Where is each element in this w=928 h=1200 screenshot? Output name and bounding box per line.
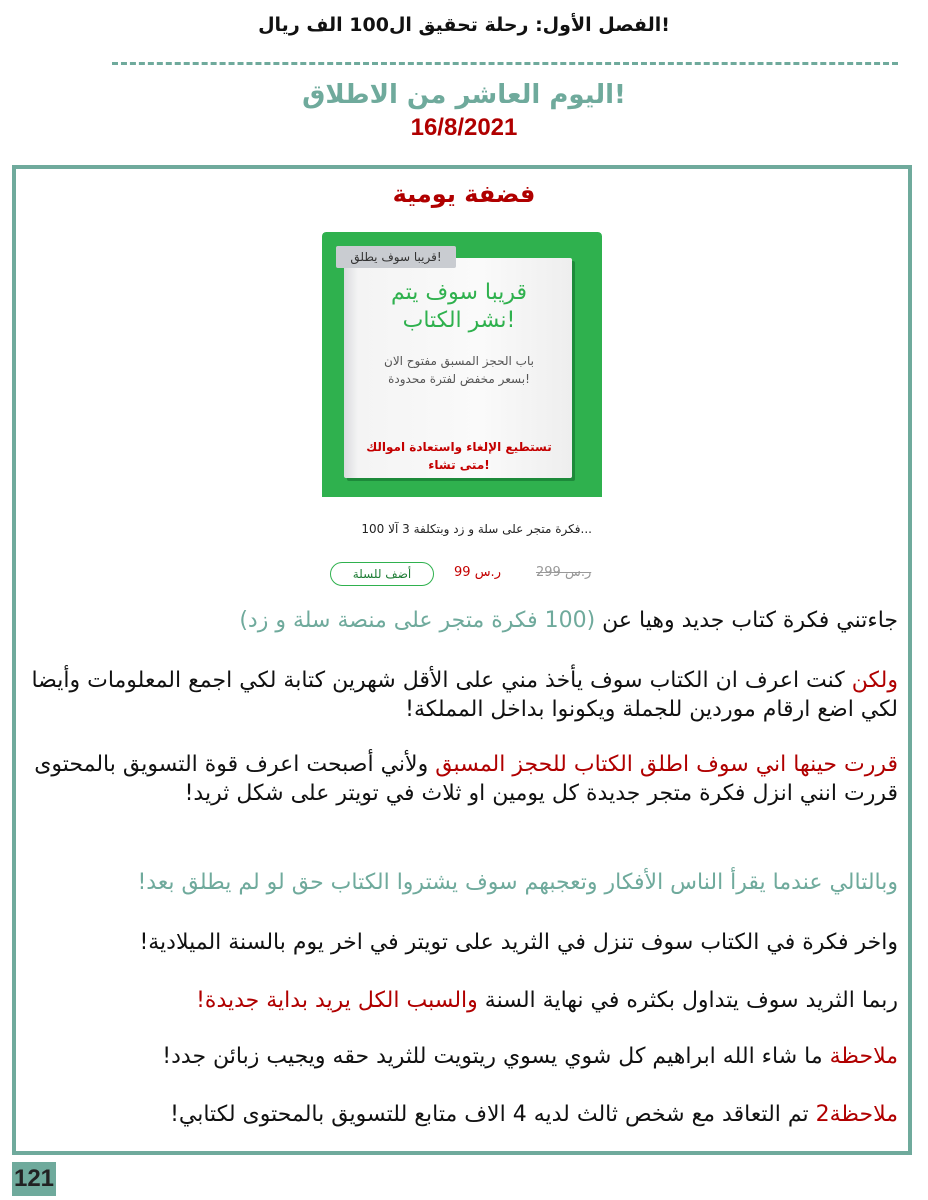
cover-refund-2: متى تشاء!: [428, 458, 490, 472]
add-to-cart-button[interactable]: أضف للسلة: [330, 562, 434, 586]
paragraph-8: [28, 1100, 898, 1129]
paragraph-1: [28, 606, 898, 635]
day-title: اليوم العاشر من الاطلاق!: [302, 80, 626, 110]
p6-text: ربما الثريد سوف يتداول بكثره في نهاية السنة: [477, 988, 898, 1013]
p1-text: جاءتني فكرة كتاب جديد وهيا عن: [595, 608, 898, 633]
box-title: فضفة يومية: [392, 180, 536, 208]
original-price: 299 ر.س: [536, 565, 592, 580]
paragraph-5: واخر فكرة في الكتاب سوف تنزل في الثريد على تويتر في اخر يوم بالسنة الميلادية!: [139, 930, 898, 955]
cover-subtext-2: بسعر مخفض لفترة محدودة!: [388, 372, 530, 386]
day-date: 16/8/2021: [410, 114, 518, 141]
cover-refund-1: تستطيع الإلغاء واستعادة اموالك: [366, 440, 552, 454]
cover-headline-2: نشر الكتاب!: [402, 308, 516, 333]
p3-highlight: قررت حينها اني سوف اطلق الكتاب للحجز المسبق: [435, 752, 898, 777]
product-name[interactable]: 100 فكرة متجر على سلة و زد وبتكلفة 3 آلا...: [361, 522, 592, 536]
paragraph-4: وبالتالي عندما يقرأ الناس الأفكار وتعجبهم سوف يشتروا الكتاب حق لو لم يطلق بعد!: [137, 870, 898, 895]
p8-text: تم التعاقد مع شخص ثالث لديه 4 الاف متابع للتسويق بالمحتوى لكتابي!: [170, 1102, 816, 1127]
book-illustration: [344, 258, 572, 478]
p3-text: ولأني أصبحت اعرف قوة التسويق بالمحتوى قررت انني انزل فكرة متجر جديدة كل يومين او ثلاث في تويتر على شكل ثريد!: [34, 752, 898, 806]
cover-headline-1: قريبا سوف يتم: [390, 280, 528, 305]
dashed-divider: [112, 62, 898, 65]
page-number: 121: [12, 1162, 56, 1196]
p6-highlight: والسبب الكل يريد بداية جديدة!: [196, 988, 478, 1013]
chapter-heading: الفصل الأول: رحلة تحقيق ال100 الف ريال!: [258, 14, 670, 36]
product-cover-image: [322, 232, 602, 497]
product-card[interactable]: [322, 232, 602, 594]
paragraph-3: [28, 750, 898, 808]
sale-price: 99 ر.س: [454, 565, 501, 580]
coming-soon-tag: قريبا سوف يطلق!: [336, 246, 456, 268]
paragraph-6: [28, 986, 898, 1015]
cover-subtext-1: باب الحجز المسبق مفتوح الان: [384, 354, 534, 368]
p1-highlight: (100 فكرة متجر على منصة سلة و زد): [239, 608, 596, 633]
p2-text: كنت اعرف ان الكتاب سوف يأخذ مني على الأقل شهرين كتابة لكي اجمع المعلومات وأيضا لكي اضع ارقام موردين للجملة ويكونوا بداخل المملكة!: [31, 668, 898, 722]
price-row: [322, 562, 602, 588]
paragraph-2: [28, 666, 898, 724]
p2-highlight: ولكن: [851, 668, 898, 693]
p7-text: ما شاء الله ابراهيم كل شوي يسوي ريتويت للثريد حقه ويجيب زبائن جدد!: [162, 1044, 830, 1069]
p8-highlight: ملاحظة2: [815, 1102, 898, 1127]
paragraph-7: [28, 1042, 898, 1071]
p7-highlight: ملاحظة: [829, 1044, 898, 1069]
